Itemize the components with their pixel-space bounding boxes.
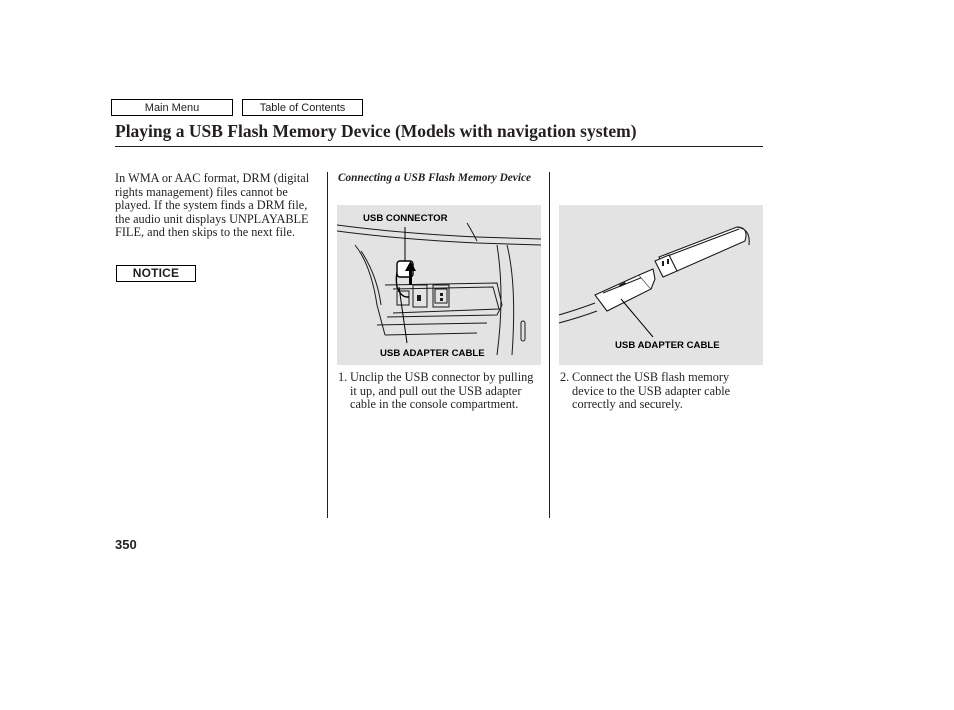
column-divider-right xyxy=(549,172,550,518)
column-divider-left xyxy=(327,172,328,518)
figure-caption: Connecting a USB Flash Memory Device xyxy=(338,172,531,184)
usb-connector-label: USB CONNECTOR xyxy=(363,213,448,224)
step-2-text: Connect the USB flash memory device to the USB adapter cable correctly and securely. xyxy=(572,370,731,412)
usb-flash-drive-illustration xyxy=(559,205,763,365)
step-2-number: 2. xyxy=(560,370,570,384)
main-menu-button[interactable]: Main Menu xyxy=(111,99,233,116)
page-number: 350 xyxy=(115,537,137,552)
usb-connector-illustration xyxy=(337,205,541,365)
usb-adapter-cable-label-2: USB ADAPTER CABLE xyxy=(615,340,720,351)
notice-badge[interactable]: NOTICE xyxy=(116,265,196,282)
step-1-number: 1. xyxy=(338,370,348,384)
table-of-contents-button[interactable]: Table of Contents xyxy=(242,99,363,116)
usb-adapter-cable-label: USB ADAPTER CABLE xyxy=(380,348,485,359)
intro-paragraph: In WMA or AAC format, DRM (digital rights management) files cannot be played. If the system finds a DRM file, the audio unit displays UNPLAYABLE FILE, and then skips to the next file. xyxy=(115,171,310,240)
title-divider xyxy=(115,146,763,147)
step-1-text: Unclip the USB connector by pulling it up, and pull out the USB adapter cable in the console compartment. xyxy=(350,370,534,412)
console-compartment-drawing xyxy=(337,205,541,365)
page-title: Playing a USB Flash Memory Device (Models with navigation system) xyxy=(115,121,637,141)
